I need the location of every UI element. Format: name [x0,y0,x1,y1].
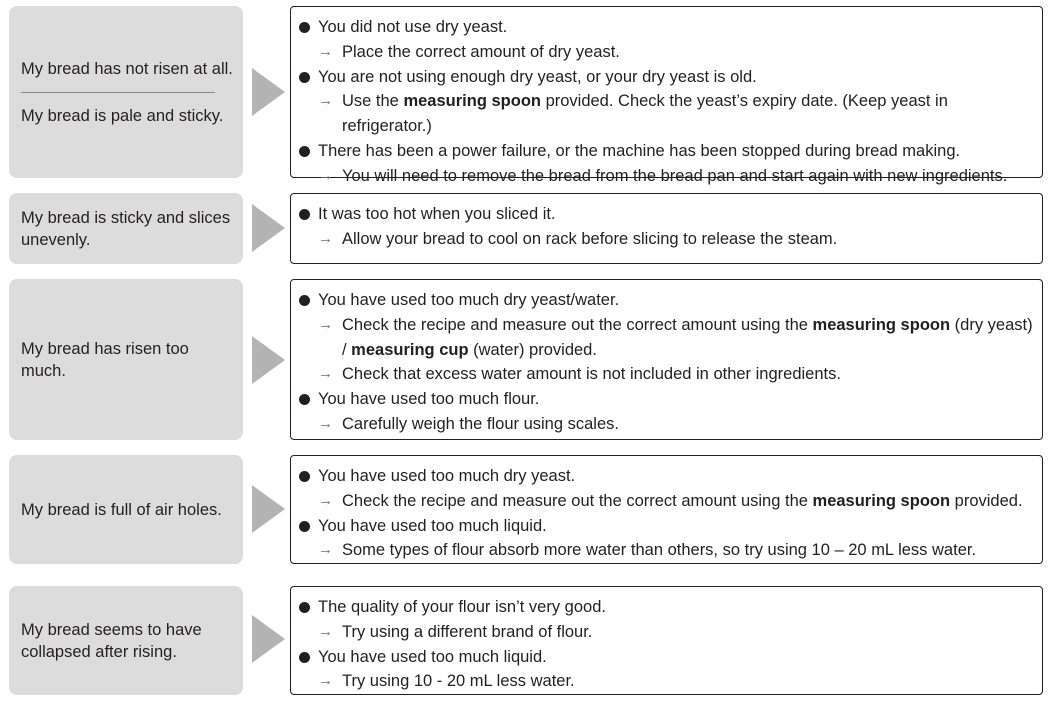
remedy-item: → Place the correct amount of dry yeast. [299,40,1034,65]
problem-divider [21,92,215,93]
problem-text: My bread is full of air holes. [21,500,222,519]
arrow-icon: → [318,672,333,690]
remedy-item: → Check the recipe and measure out the correct amount using the measuring spoon provided. [299,489,1034,514]
bullet-icon [299,295,310,306]
cause-item: You have used too much liquid. [299,645,1034,670]
arrow-right-icon [252,204,285,252]
arrow-icon: → [318,414,333,432]
arrow-icon: → [318,491,333,509]
arrow-icon: → [318,42,333,60]
problem-text: My bread is pale and sticky. [21,106,224,125]
remedy-item: → Check the recipe and measure out the correct amount using the measuring spoon (dry yeast) / measuring cup (water) provided. [299,313,1034,363]
remedy-item: → Allow your bread to cool on rack before slicing to release the steam. [299,227,1034,252]
solution-box [290,455,1043,564]
bullet-icon [299,602,310,613]
remedy-item: → Carefully weigh the flour using scales. [299,412,1034,437]
arrow-icon: → [318,541,333,559]
remedy-item: → Try using a different brand of flour. [299,620,1034,645]
solution-box [290,586,1043,695]
cause-item: You have used too much liquid. [299,514,1034,539]
arrow-icon: → [318,166,333,184]
arrow-right-icon [252,485,285,533]
arrow-icon: → [318,92,333,110]
remedy-item: → Check that excess water amount is not included in other ingredients. [299,362,1034,387]
problem-cell [9,6,243,178]
problem-text: My bread has not risen at all. [21,59,233,78]
problem-cell [9,279,243,440]
problem-text: My bread is sticky and slices unevenly. [21,208,231,249]
cause-item: The quality of your flour isn’t very good. [299,595,1034,620]
bullet-icon [299,652,310,663]
problem-cell [9,455,243,564]
problem-cell [9,586,243,695]
problem-text: My bread seems to have collapsed after rising. [21,620,202,661]
arrow-icon: → [318,229,333,247]
bullet-icon [299,209,310,220]
cause-item: You did not use dry yeast. [299,15,1034,40]
solution-box [290,193,1043,264]
remedy-item: → Try using 10 - 20 mL less water. [299,669,1034,694]
bullet-icon [299,72,310,83]
arrow-icon: → [318,365,333,383]
cause-item: You are not using enough dry yeast, or your dry yeast is old. [299,65,1034,90]
bullet-icon [299,471,310,482]
bullet-icon [299,22,310,33]
cause-item: You have used too much dry yeast/water. [299,288,1034,313]
cause-item: You have used too much flour. [299,387,1034,412]
arrow-right-icon [252,615,285,663]
cause-item: You have used too much dry yeast. [299,464,1034,489]
arrow-right-icon [252,68,285,116]
problem-cell [9,193,243,264]
cause-item: There has been a power failure, or the machine has been stopped during bread making. [299,139,1034,164]
remedy-item: → Some types of flour absorb more water than others, so try using 10 – 20 mL less water. [299,538,1034,563]
bullet-icon [299,521,310,532]
solution-box [290,6,1043,185]
remedy-item: → You will need to remove the bread from the bread pan and start again with new ingredients. [299,164,1034,189]
solution-box [290,279,1043,440]
arrow-icon: → [318,315,333,333]
arrow-icon: → [318,622,333,640]
remedy-item: → Use the measuring spoon provided. Check the yeast’s expiry date. (Keep yeast in refrigerator.) [299,89,1034,139]
bullet-icon [299,394,310,405]
bullet-icon [299,146,310,157]
cause-item: It was too hot when you sliced it. [299,202,1034,227]
problem-text: My bread has risen too much. [21,339,189,380]
arrow-right-icon [252,336,285,384]
